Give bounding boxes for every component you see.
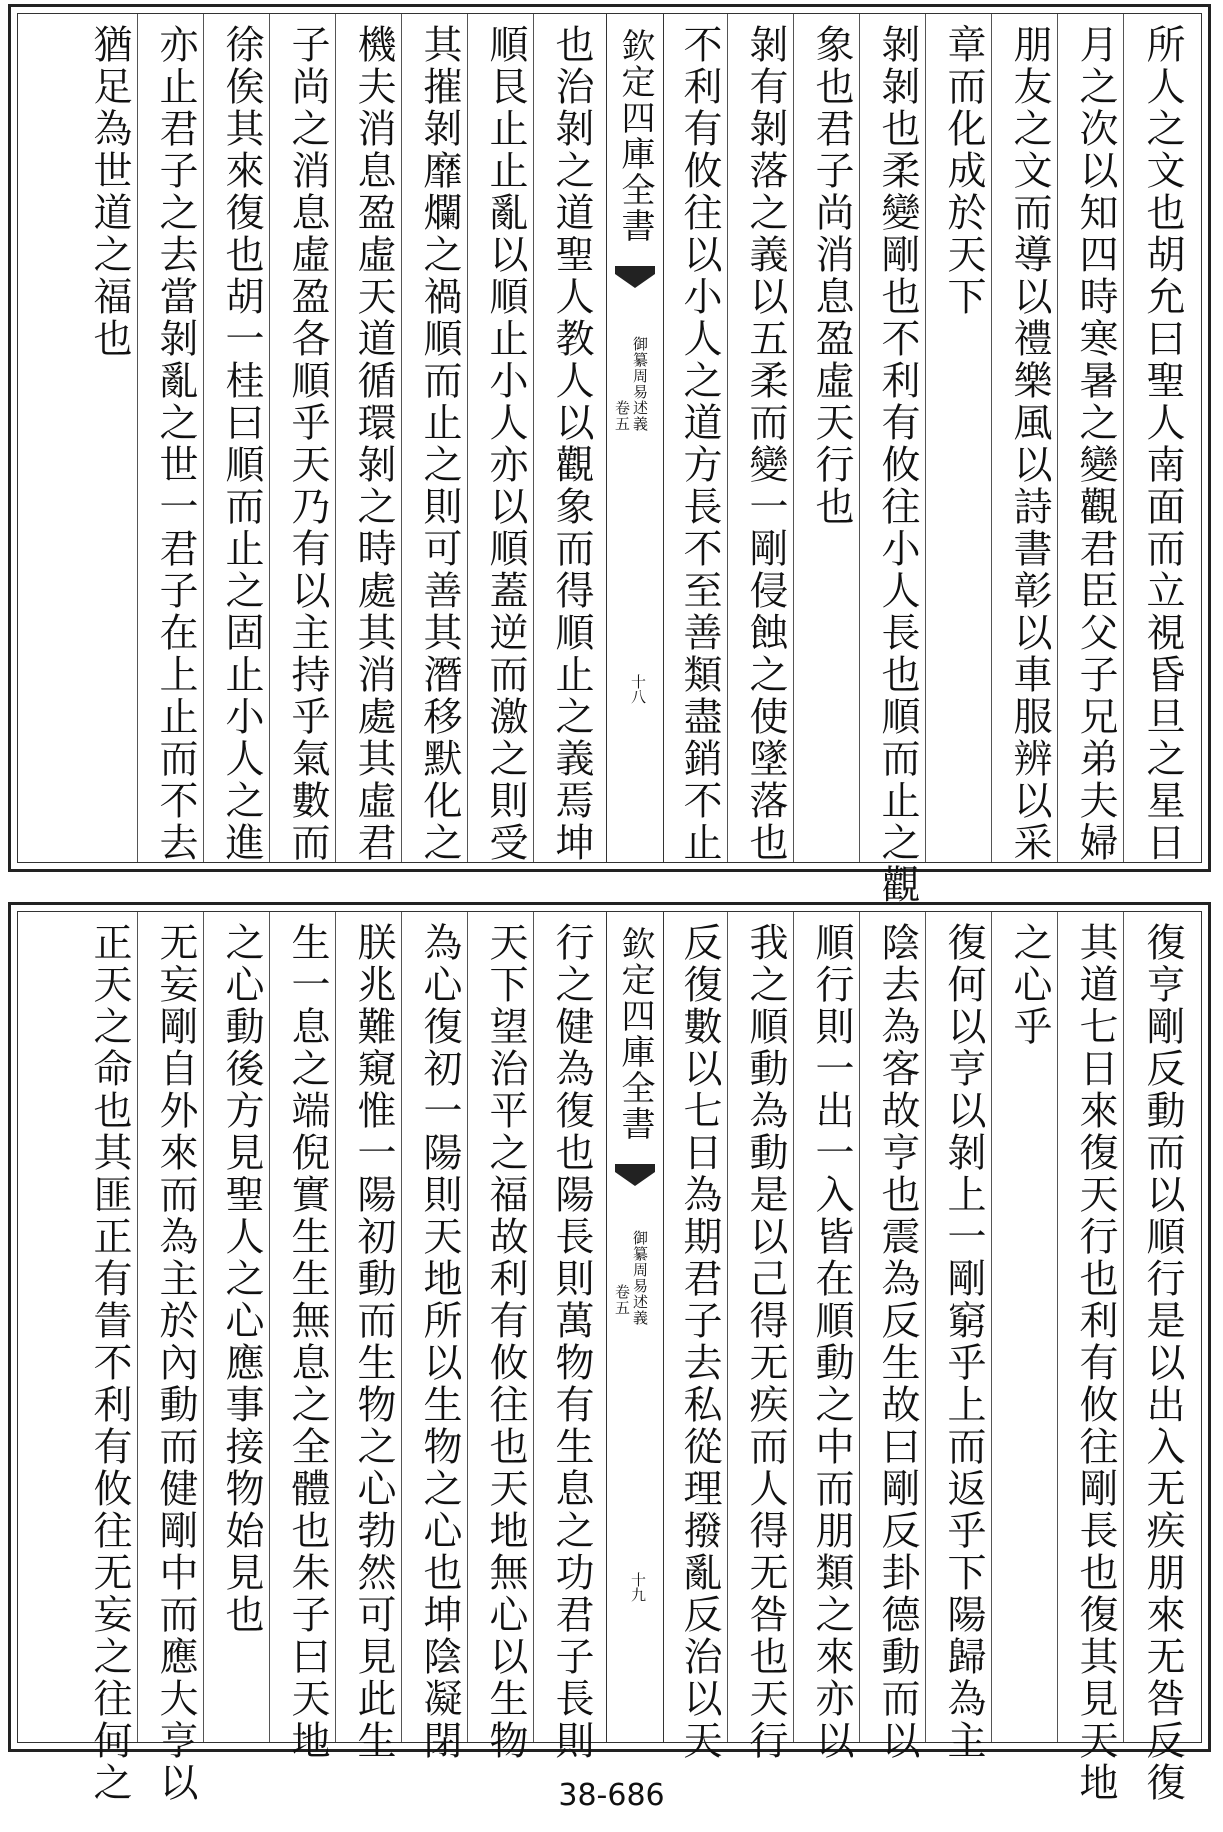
- page-frame: [17, 13, 1202, 906]
- column-rule: [467, 14, 468, 862]
- column-rule: [533, 912, 534, 1742]
- text-column: 為心復初一陽則天地所以生物之心也坤陰凝閉: [417, 922, 462, 1762]
- text-column: 復亨剛反動而以順行是以出入无疾朋來无咎反復: [1140, 922, 1185, 1804]
- column-rule: [137, 14, 138, 862]
- column-rule: [269, 912, 270, 1742]
- text-column: 无妄剛自外來而為主於內動而健剛中而應大亨以: [153, 922, 198, 1804]
- text-column: 猶足為世道之福也: [87, 24, 132, 360]
- column-rule: [533, 14, 534, 862]
- column-rule: [203, 14, 204, 862]
- column-rule: [1123, 14, 1124, 862]
- text-column: 我之順動為動是以己得无疾而人得无咎也天行: [743, 922, 788, 1762]
- text-column: 順艮止止亂以順止小人亦以順蓋逆而激之則受: [483, 24, 528, 864]
- center-band: [606, 912, 664, 1742]
- column-rule: [467, 912, 468, 1742]
- band-title: 欽定四庫全書: [615, 28, 655, 244]
- text-column: 陰去為客故亨也震為反生故曰剛反卦德動而以: [875, 922, 920, 1762]
- column-rule: [925, 14, 926, 862]
- column-rule: [793, 912, 794, 1742]
- text-column: 朋友之文而導以禮樂風以詩書彰以車服辨以采: [1007, 24, 1052, 864]
- text-column: 章而化成於天下: [941, 24, 986, 318]
- fish-tail-ornament: [615, 266, 655, 288]
- column-rule: [203, 912, 204, 1742]
- column-rule: [1123, 912, 1124, 1742]
- column-rule: [1057, 912, 1058, 1742]
- text-column: 復何以亨以剝上一剛窮乎上而返乎下陽歸為主: [941, 922, 986, 1762]
- text-column: 不利有攸往以小人之道方長不至善類盡銷不止: [677, 24, 722, 864]
- column-rule: [269, 14, 270, 862]
- text-column: 其摧剝靡爛之禍順而止之則可善其潛移默化之: [417, 24, 462, 864]
- text-column: 也治剝之道聖人教人以觀象而得順止之義焉坤: [549, 24, 594, 864]
- text-column: 生一息之端倪實生生無息之全體也朱子曰天地: [285, 922, 330, 1762]
- page-identifier: 38-686: [558, 1778, 665, 1813]
- column-rule: [335, 14, 336, 862]
- fish-tail-ornament: [615, 1164, 655, 1186]
- band-subtitle: 御纂周易述義: [631, 1230, 649, 1326]
- column-rule: [859, 912, 860, 1742]
- page-top: [8, 4, 1211, 906]
- folio-number: 十九: [629, 1572, 647, 1602]
- column-rule: [1057, 14, 1058, 862]
- text-column: 徐俟其來復也胡一桂曰順而止之固止小人之進: [219, 24, 264, 864]
- band-volume: 卷五: [613, 1284, 631, 1316]
- text-column: 正天之命也其匪正有眚不利有攸往无妄之往何之: [87, 922, 132, 1804]
- text-column: 所人之文也胡允曰聖人南面而立視昏旦之星日: [1140, 24, 1185, 864]
- text-column: 亦止君子之去當剝亂之世一君子在上止而不去: [153, 24, 198, 864]
- text-column: 之心乎: [1007, 922, 1052, 1048]
- text-column: 象也君子尚消息盈虛天行也: [809, 24, 854, 528]
- column-rule: [925, 912, 926, 1742]
- text-column: 順行則一出一入皆在順動之中而朋類之來亦以: [809, 922, 854, 1762]
- band-subtitle: 御纂周易述義: [631, 336, 649, 432]
- text-column: 其道七日來復天行也利有攸往剛長也復其見天地: [1073, 922, 1118, 1804]
- column-rule: [335, 912, 336, 1742]
- text-column: 反復數以七日為期君子去私從理撥亂反治以天: [677, 922, 722, 1762]
- column-rule: [401, 912, 402, 1742]
- column-rule: [793, 14, 794, 862]
- column-rule: [727, 912, 728, 1742]
- folio-number: 十八: [629, 674, 647, 704]
- column-rule: [401, 14, 402, 862]
- text-column: 剝剝也柔變剛也不利有攸往小人長也順而止之觀: [875, 24, 920, 906]
- center-band: [606, 14, 664, 862]
- column-rule: [991, 14, 992, 862]
- text-column: 行之健為復也陽長則萬物有生息之功君子長則: [549, 922, 594, 1762]
- text-column: 子尚之消息虛盈各順乎天乃有以主持乎氣數而: [285, 24, 330, 864]
- text-column: 朕兆難窺惟一陽初動而生物之心勃然可見此生: [351, 922, 396, 1762]
- column-rule: [727, 14, 728, 862]
- column-rule: [859, 14, 860, 862]
- band-volume: 卷五: [613, 400, 631, 432]
- text-column: 剝有剝落之義以五柔而變一剛侵蝕之使墜落也: [743, 24, 788, 864]
- column-rule: [137, 912, 138, 1742]
- text-column: 機夫消息盈虛天道循環剝之時處其消處其虛君: [351, 24, 396, 864]
- text-column: 月之次以知四時寒暑之變觀君臣父子兄弟夫婦: [1073, 24, 1118, 864]
- column-rule: [991, 912, 992, 1742]
- band-title: 欽定四庫全書: [615, 926, 655, 1142]
- text-column: 天下望治平之福故利有攸往也天地無心以生物: [483, 922, 528, 1762]
- text-column: 之心動後方見聖人之心應事接物始見也: [219, 922, 264, 1636]
